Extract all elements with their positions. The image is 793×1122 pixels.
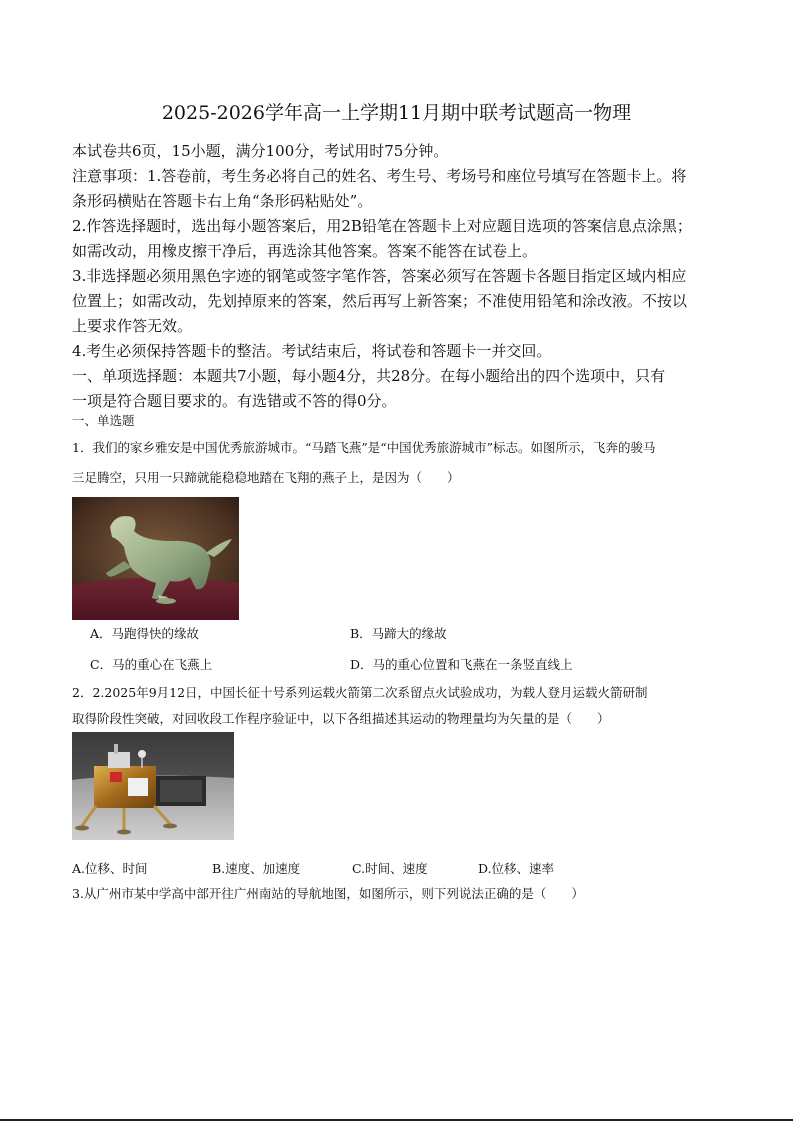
notice-3b: 位置上；如需改动，先划掉原来的答案，然后再写上新答案；不准使用铅笔和涂改液。不按以 (72, 292, 688, 310)
notice-3a: 3.非选择题必须用黑色字迹的钢笔或签字笔作答，答案必须写在答题卡各题目指定区域内相应 (72, 267, 687, 285)
q1-line2: 三足腾空，只用一只蹄就能稳稳地踏在飞翔的燕子上，是因为（ ） (72, 470, 460, 485)
q1-line1: 1．我们的家乡雅安是中国优秀旅游城市。“马踏飞燕”是“中国优秀旅游城市”标志。如图所示，飞奔的骏马 (72, 440, 656, 455)
section-heading-b: 一项是符合题目要求的。有选错或不答的得0分。 (72, 392, 397, 410)
section-heading-a: 一、单项选择题：本题共7小题，每小题4分，共28分。在每小题给出的四个选项中，只有 (72, 367, 666, 385)
q2-line1: 2．2.2025年9月12日，中国长征十号系列运载火箭第二次系留点火试验成功，为载人登月运载火箭研制 (72, 685, 648, 700)
q1-option-c[interactable]: C．马的重心在飞燕上 (90, 657, 213, 672)
notice-4: 4.考生必须保持答题卡的整洁。考试结束后，将试卷和答题卡一并交回。 (72, 342, 552, 360)
q2-option-b[interactable]: B.速度、加速度 (212, 861, 301, 876)
intro-line: 本试卷共6页，15小题，满分100分，考试用时75分钟。 (72, 142, 449, 160)
q2-option-c[interactable]: C.时间、速度 (352, 861, 428, 876)
notice-3c: 上要求作答无效。 (72, 317, 193, 335)
page-title: 2025-2026学年高一上学期11月期中联考试题高一物理 (161, 102, 632, 124)
notice-1a: 注意事项：1.答卷前，考生务必将自己的姓名、考生号、考场号和座位号填写在答题卡上。将 (72, 167, 687, 185)
section-subheading: 一、单选题 (72, 413, 135, 428)
notice-2b: 如需改动，用橡皮擦干净后，再选涂其他答案。答案不能答在试卷上。 (72, 242, 538, 260)
page-bottom-rule (0, 1119, 793, 1121)
q2-option-d[interactable]: D.位移、速率 (478, 861, 555, 876)
q1-option-d[interactable]: D．马的重心位置和飞燕在一条竖直线上 (350, 657, 573, 672)
q3-line1: 3.从广州市某中学高中部开往广州南站的导航地图，如图所示，则下列说法正确的是（ ） (72, 886, 584, 901)
q1-option-b[interactable]: B．马蹄大的缘故 (350, 626, 447, 641)
q2-option-a[interactable]: A.位移、时间 (72, 861, 148, 876)
horse-image (72, 497, 239, 620)
q2-line2: 取得阶段性突破，对回收段工作程序验证中，以下各组描述其运动的物理量均为矢量的是（ ） (72, 711, 610, 726)
q1-option-a[interactable]: A．马跑得快的缘故 (90, 626, 200, 641)
notice-2a: 2.作答选择题时，选出每小题答案后，用2B铅笔在答题卡上对应题目选项的答案信息点涂黑； (72, 217, 692, 235)
notice-1b: 条形码横贴在答题卡右上角“条形码粘贴处”。 (72, 192, 373, 210)
lander-image (72, 732, 234, 840)
